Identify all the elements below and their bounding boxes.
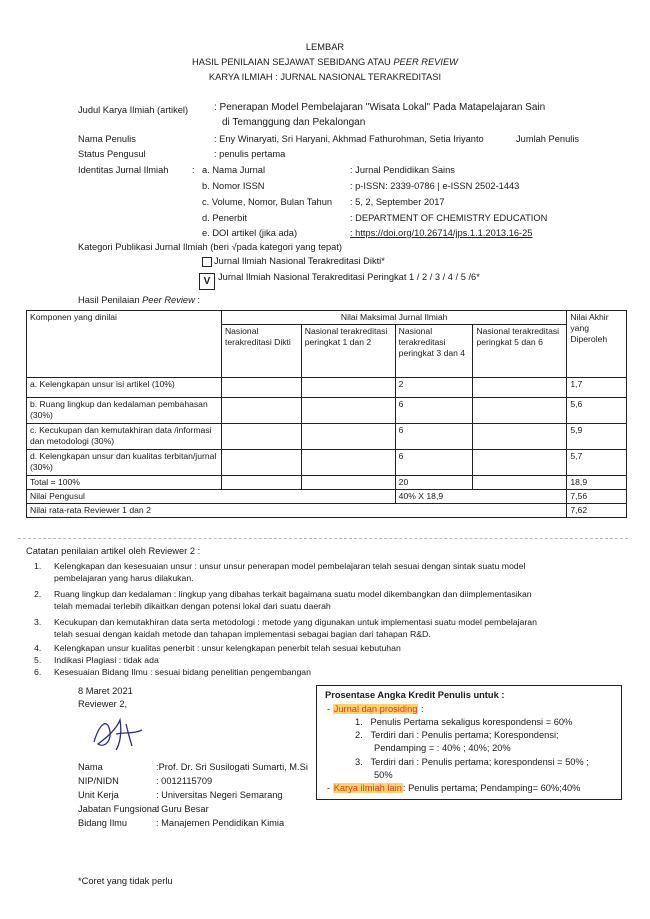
kategori-checkbox-2[interactable]: V	[199, 273, 215, 290]
kategori-checkbox-1[interactable]	[202, 257, 212, 267]
nama-value: :Prof. Dr. Sri Susilogati Sumarti, M.Si	[156, 762, 308, 772]
kredit-title: Prosentase Angka Kredit Penulis untuk :	[325, 690, 505, 700]
bidang-label: Bidang Ilmu	[78, 818, 128, 828]
catatan-list	[26, 560, 638, 678]
identitas-value-d: : DEPARTMENT OF CHEMISTRY EDUCATION	[350, 213, 548, 223]
total-akhir: 18,9	[567, 476, 627, 490]
table-row-c-max: 6	[395, 424, 473, 450]
doi-link[interactable]: : https://doi.org/10.26714/jps.1.1.2013.16-25	[350, 228, 533, 238]
penilaian-table	[26, 310, 627, 518]
penulis-value: : Eny Winaryati, Sri Haryani, Akhmad Fathurohman, Setia Iriyanto	[214, 134, 484, 144]
kredit-line-2a: 2. Terdiri dari : Penulis pertama; Korespondensi;	[355, 730, 559, 740]
table-row-d-komponen: d. Kelengkapan unsur dan kualitas terbitan/jurnal (30%)	[27, 450, 222, 476]
table-row-a-komponen: a. Kelengkapan unsur isi artikel (10%)	[27, 378, 222, 398]
sign-date: 8 Maret 2021	[78, 686, 133, 696]
header-nilai-maksimal: Nilai Maksimal Jurnal Ilmiah	[221, 311, 566, 325]
header-sub-peringkat-1-2: Nasional terakreditasi peringkat 1 dan 2	[301, 325, 395, 378]
status-label: Status Pengusul	[78, 149, 146, 159]
identitas-colon: :	[192, 165, 195, 175]
footnote: *Coret yang tidak perlu	[78, 876, 173, 886]
jabatan-value: : Guru Besar	[156, 804, 209, 814]
table-row-b-akhir: 5,6	[567, 398, 627, 424]
identitas-key-d: d. Penerbit	[202, 213, 247, 223]
header-sub-peringkat-5-6: Nasional terakreditasi peringkat 5 dan 6	[473, 325, 567, 378]
judul-value-1: : Penerapan Model Pembelajaran "Wisata Lokal" Pada Matapelajaran Sain	[214, 102, 546, 113]
jabatan-label: Jabatan Fungsional	[78, 804, 160, 814]
list-item: 2. Ruang lingkup dan kedalaman : lingkup yang dibahas terkait bagaimana suatu model dikembangkan dan diimplementasikan telah memadai terlebih dikaitkan dengan potensi lokal dari suatu daerah	[34, 589, 532, 611]
table-row-a-akhir: 1,7	[567, 378, 627, 398]
table-row-d-akhir: 5,7	[567, 450, 627, 476]
kredit-karya: - Karya ilmiah lain: Penulis pertama; Pendamping= 60%;40%	[327, 783, 581, 793]
section-divider	[18, 538, 628, 539]
header-line-1: LEMBAR	[305, 42, 345, 52]
kategori-option-2: Jurnal Ilmiah Nasional Terakreditasi Peringkat 1 / 2 / 3 / 4 / 5 /6*	[218, 272, 480, 282]
kategori-option-1: Jurnal Ilmiah Nasional Terakreditasi Dikti*	[214, 256, 385, 266]
kredit-line-1: 1. Penulis Pertama sekaligus korespondensi = 60%	[355, 717, 573, 727]
identitas-value-a: : Jurnal Pendidikan Sains	[350, 165, 455, 175]
header-sub-dikti: Nasional terakreditasi Dikti	[221, 325, 301, 378]
nip-value: : 0012115709	[156, 776, 213, 786]
table-row-c-komponen: c. Kecukupan dan kemutakhiran data /informasi dan metodologi (30%)	[27, 424, 222, 450]
kredit-line-3a: 3. Terdiri dari : Penulis pertama; korespondensi = 50% ;	[355, 757, 589, 767]
jumlah-label: Jumlah Penulis	[516, 134, 580, 144]
unit-value: : Universitas Negeri Semarang	[156, 790, 283, 800]
list-item: 1. Kelengkapan dan kesesuaian unsur : unsur unsur penerapan model pembelajaran telah sesuai dengan sintak suatu model pembelajaran yang harus dilakukan.	[34, 561, 526, 583]
header-sub-peringkat-3-4: Nasional terakreditasi peringkat 3 dan 4	[395, 325, 473, 378]
sign-role: Reviewer 2,	[78, 699, 128, 709]
rata-label: Nilai rata-rata Reviewer 1 dan 2	[27, 504, 567, 518]
identitas-key-b: b. Nomor ISSN	[202, 181, 265, 191]
table-row-b-komponen: b. Ruang lingkup dan kedalaman pembahasan (30%)	[27, 398, 222, 424]
table-row-b-max: 6	[395, 398, 473, 424]
identitas-label: Identitas Jurnal Ilmiah	[78, 165, 169, 175]
identitas-value-b: : p-ISSN: 2339-0786 | e-ISSN 2502-1443	[350, 181, 520, 191]
penulis-label: Nama Penulis	[78, 134, 136, 144]
identitas-value-c: : 5, 2, September 2017	[350, 197, 445, 207]
header-komponen: Komponen yang dinilai	[27, 311, 222, 378]
pengusul-label: Nilai Pengusul	[27, 490, 396, 504]
total-max: 20	[395, 476, 473, 490]
table-row-c-akhir: 5,9	[567, 424, 627, 450]
unit-label: Unit Kerja	[78, 790, 119, 800]
list-item: 3. Kecukupan dan kemutakhiran data serta metodologi : metode yang digunakan untuk implementasi suatu model pembelajaran telah sesuai dengan kaidah metode dan tahapan implementasi sebagai bagian dari tahapan R&D.	[34, 617, 537, 639]
identitas-key-c: c. Volume, Nomor, Bulan Tahun	[202, 197, 333, 207]
list-item: 6. Kesesuaian Bidang Ilmu : sesuai bidang penelitian pengembangan	[34, 667, 311, 677]
nama-label: Nama	[78, 762, 103, 772]
table-row-d-max: 6	[395, 450, 473, 476]
nip-label: NIP/NIDN	[78, 776, 119, 786]
kredit-jurnal: - Jurnal dan prosiding :	[327, 704, 424, 714]
identitas-key-a: a. Nama Jurnal	[202, 165, 266, 175]
list-item: 5. Indikasi Plagiasi : tidak ada	[34, 655, 159, 665]
rata-akhir: 7,62	[567, 504, 627, 518]
karya-highlight: Karya ilmiah lain	[333, 783, 402, 793]
header-line-3: KARYA ILMIAH : JURNAL NASIONAL TERAKREDITASI	[208, 72, 442, 82]
catatan-title: Catatan penilaian artikel oleh Reviewer 2 :	[26, 546, 201, 556]
total-label: Total = 100%	[27, 476, 222, 490]
pengusul-akhir: 7,56	[567, 490, 627, 504]
signature-icon	[86, 712, 156, 754]
judul-value-2: di Temanggung dan Pekalongan	[222, 117, 366, 128]
table-row-a-max: 2	[395, 378, 473, 398]
header-nilai-akhir: Nilai Akhir yang Diperoleh	[567, 311, 627, 378]
bidang-value: : Manajemen Pendidikan Kimia	[156, 818, 285, 828]
judul-label: Judul Karya Ilmiah (artikel)	[78, 105, 189, 115]
jurnal-highlight: Jurnal dan prosiding	[333, 704, 418, 714]
pengusul-max: 40% X 18,9	[395, 490, 567, 504]
kredit-box	[316, 685, 622, 800]
kredit-line-3b: 50%	[374, 770, 393, 780]
identitas-key-e: e. DOI artikel (jika ada)	[202, 228, 298, 238]
kredit-line-2b: Pendamping = : 40% ; 40%; 20%	[374, 743, 511, 753]
list-item: 4. Kelengkapan unsur kualitas penerbit : unsur kelengkapan penerbit telah sesuai kebutuhan	[34, 643, 401, 653]
hasil-label: Hasil Penilaian Peer Review :	[78, 295, 200, 305]
status-value: : penulis pertama	[214, 149, 286, 159]
header-line-2: HASIL PENILAIAN SEJAWAT SEBIDANG ATAU PEER REVIEW	[192, 57, 458, 67]
kategori-label: Kategori Publikasi Jurnal Ilmiah (beri √pada kategori yang tepat)	[78, 242, 343, 252]
